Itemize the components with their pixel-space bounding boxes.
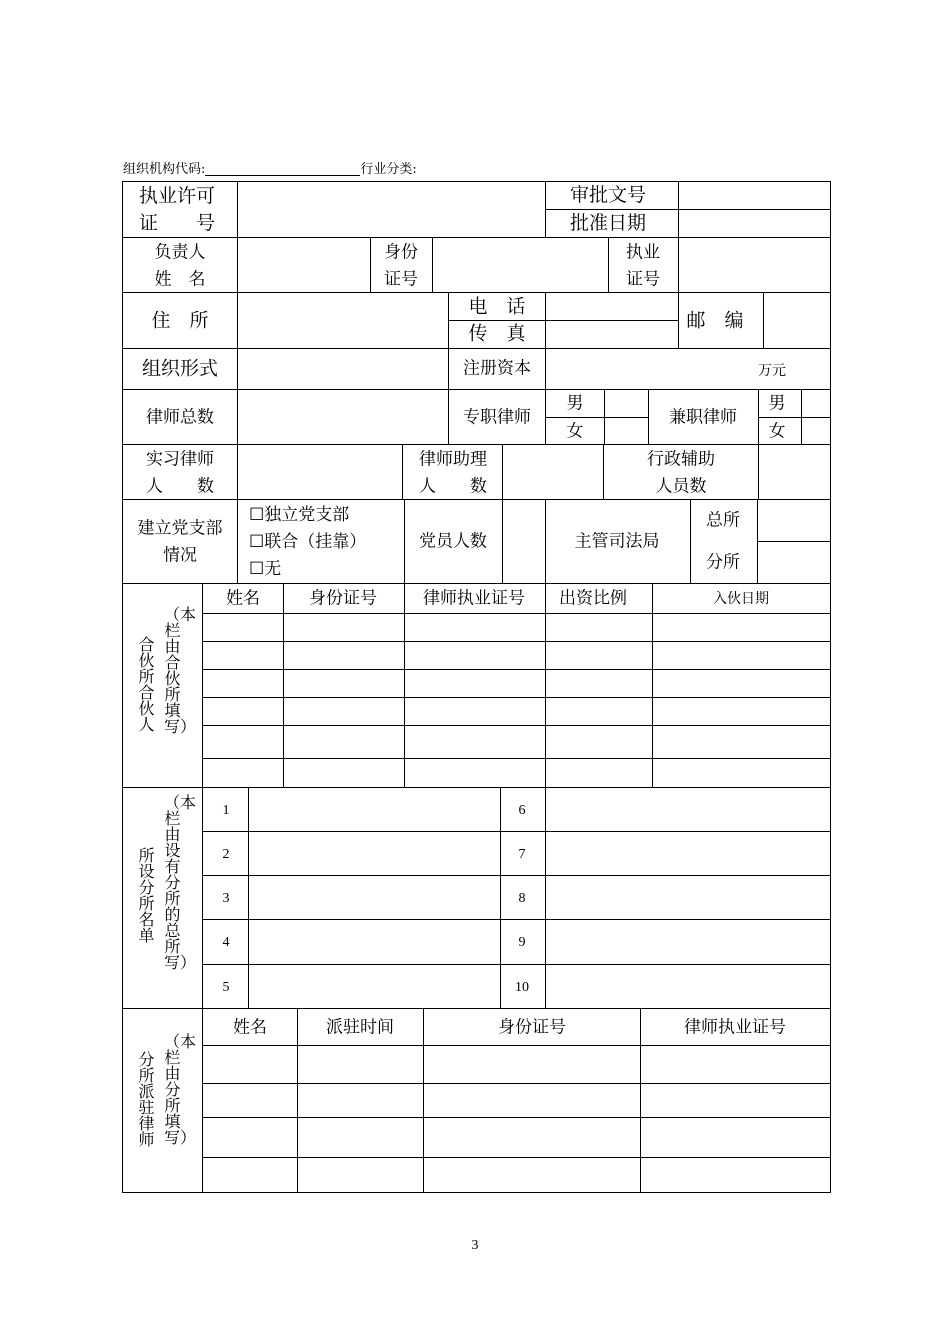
intern-label-line1: 实习律师 <box>146 449 214 470</box>
industry-label: 行业分类: <box>360 162 417 177</box>
assistant-label-line1: 律师助理 <box>419 449 487 470</box>
party-label-line1: 建立党支部 <box>137 518 223 539</box>
postcode-label: 邮 编 <box>686 309 744 332</box>
branch-number: 2 <box>222 847 230 862</box>
partners-col-id: 身份证号 <box>309 588 377 609</box>
practice-label-line2: 证号 <box>626 269 660 290</box>
partners-side-main: 合伙所合伙人 <box>138 635 155 734</box>
fulltime-label: 专职律师 <box>463 407 531 428</box>
partners-col-share: 出资比例 <box>559 588 627 609</box>
id-label-line1: 身份 <box>384 242 418 263</box>
party-label-line2: 情况 <box>163 545 197 566</box>
branch-number: 7 <box>518 847 526 862</box>
intern-label-line2: 人 数 <box>146 476 214 497</box>
leader-label-line2: 姓 名 <box>154 269 206 290</box>
org-form-label: 组织形式 <box>141 357 219 380</box>
party-members-label: 党员人数 <box>419 531 487 552</box>
branch-number: 1 <box>222 803 230 818</box>
bureau-label: 主管司法局 <box>574 531 660 552</box>
fulltime-male-label: 男 <box>566 393 584 414</box>
fax-label: 传 真 <box>468 322 526 345</box>
admin-label-line2: 人员数 <box>655 476 707 497</box>
admin-label-line1: 行政辅助 <box>647 449 715 470</box>
party-option-independent[interactable]: ☐独立党支部 <box>249 505 350 525</box>
dispatched-col-time: 派驻时间 <box>326 1017 394 1038</box>
dispatched-col-name: 姓名 <box>233 1017 267 1038</box>
parttime-female-label: 女 <box>768 421 786 442</box>
branch-number: 10 <box>515 980 529 995</box>
partners-col-date: 入伙日期 <box>713 591 769 607</box>
page-number: 3 <box>471 1238 479 1253</box>
branches-side-main: 所设分所名单 <box>138 846 155 945</box>
fulltime-female-label: 女 <box>566 421 584 442</box>
party-option-none[interactable]: ☐无 <box>249 559 282 579</box>
partners-col-name: 姓名 <box>226 588 260 609</box>
license-label-line1: 执业许可 <box>139 185 216 207</box>
branches-side-note: （本栏由设有分所的总所写） <box>164 793 197 972</box>
capital-unit: 万元 <box>758 363 786 379</box>
license-label-line2: 证 号 <box>139 212 216 234</box>
total-lawyers-label: 律师总数 <box>146 407 214 428</box>
branch-number: 9 <box>518 935 526 950</box>
branch-number: 6 <box>518 803 526 818</box>
parttime-male-label: 男 <box>768 393 786 414</box>
org-code-field[interactable] <box>205 162 360 176</box>
phone-label: 电 话 <box>468 295 526 318</box>
partners-col-license: 律师执业证号 <box>423 588 525 609</box>
party-option-joint[interactable]: ☐联合（挂靠） <box>249 532 367 552</box>
head-office-label: 总所 <box>706 510 740 531</box>
dispatched-col-id: 身份证号 <box>498 1017 566 1038</box>
org-code-label: 组织机构代码: <box>123 162 206 177</box>
branch-number: 4 <box>222 935 230 950</box>
approval-doc-label: 审批文号 <box>570 184 647 206</box>
id-label-line2: 证号 <box>384 269 418 290</box>
reg-capital-label: 注册资本 <box>463 358 531 379</box>
practice-label-line1: 执业 <box>626 242 660 263</box>
approval-date-label: 批准日期 <box>570 212 647 234</box>
address-label: 住 所 <box>151 309 209 332</box>
branch-number: 5 <box>222 980 230 995</box>
header-line <box>123 162 417 176</box>
branch-office-label: 分所 <box>706 552 740 573</box>
leader-label-line1: 负责人 <box>154 242 206 263</box>
partners-side-note: （本栏由合伙所填写） <box>164 605 197 736</box>
assistant-label-line2: 人 数 <box>419 476 487 497</box>
dispatched-side-main: 分所派驻律师 <box>138 1050 155 1149</box>
parttime-label: 兼职律师 <box>669 407 737 428</box>
branch-number: 8 <box>518 891 526 906</box>
dispatched-side-note: （本栏由分所填写） <box>164 1032 197 1147</box>
branch-number: 3 <box>222 891 230 906</box>
dispatched-col-license: 律师执业证号 <box>684 1017 786 1038</box>
